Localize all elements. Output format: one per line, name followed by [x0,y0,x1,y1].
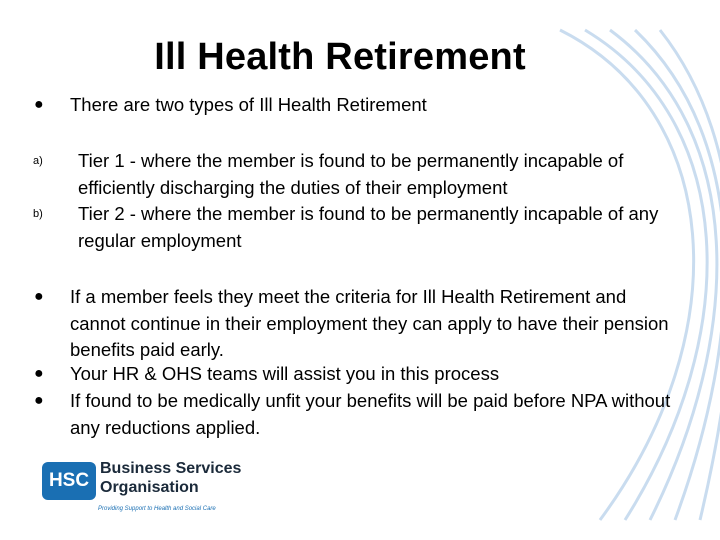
bullet-dot-icon: ● [34,365,44,382]
list-item: If found to be medically unfit your benefits will be paid before NPA without any reductions applied. [70,390,671,438]
list-item: Your HR & OHS teams will assist you in this process [70,363,500,384]
slide-title: Ill Health Retirement [154,36,526,78]
list-marker-a: a) [33,155,43,167]
bullet-dot-icon: ● [34,288,44,305]
logo-text-line1: Business Services [100,460,242,477]
bso-logo [42,458,242,518]
list-marker-b: b) [33,208,43,220]
logo-text-line2: Organisation [100,479,199,496]
hsc-badge: HSC [42,462,96,500]
bullet-dot-icon: ● [34,96,44,113]
list-item: Tier 2 - where the member is found to be permanently incapable of any regular employment [78,203,659,251]
bullet-dot-icon: ● [34,392,44,409]
list-item: Tier 1 - where the member is found to be permanently incapable of efficiently discharging the duties of their employment [78,150,624,198]
list-item: There are two types of Ill Health Retirement [70,94,427,115]
logo-tagline: Providing Support to Health and Social Care [98,506,216,512]
list-item: If a member feels they meet the criteria for Ill Health Retirement and cannot continue in their employment they can apply to have their pension benefits paid early. [70,286,669,360]
